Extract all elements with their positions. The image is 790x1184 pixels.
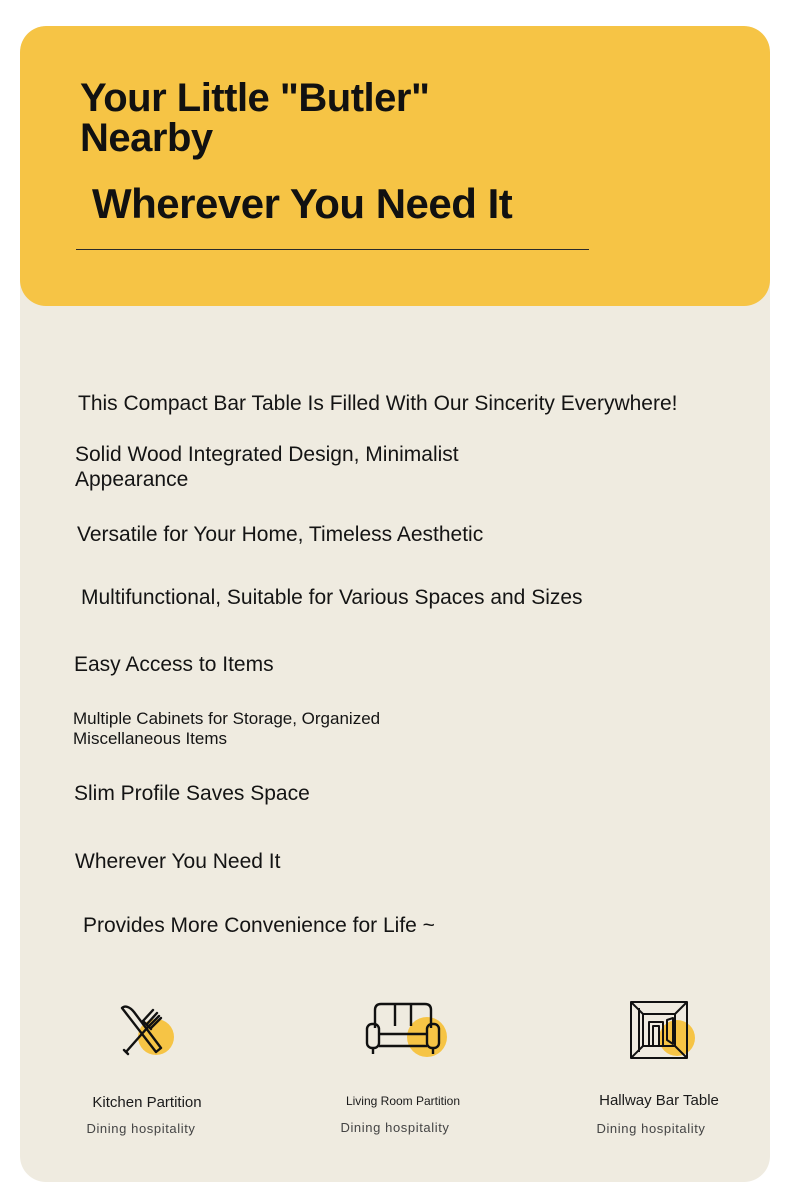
feature-line-design: Solid Wood Integrated Design, Minimalist Appearance bbox=[75, 443, 459, 491]
feature-line-multifunctional: Multifunctional, Suitable for Various Spaces and Sizes bbox=[81, 586, 583, 609]
feature-line-versatile: Versatile for Your Home, Timeless Aesthetic bbox=[77, 523, 484, 546]
closing-line: Provides More Convenience for Life ~ bbox=[83, 914, 435, 937]
feature-subtitle: Dining hospitality bbox=[86, 1121, 196, 1136]
kitchen-utensils-icon bbox=[112, 1000, 182, 1060]
content-card bbox=[20, 26, 770, 1182]
sofa-icon bbox=[353, 1000, 453, 1060]
intro-line: This Compact Bar Table Is Filled With Our Sincerity Everywhere! bbox=[78, 392, 678, 415]
feature-living-room bbox=[328, 1000, 478, 1135]
feature-line-storage: Multiple Cabinets for Storage, Organized Miscellaneous Items bbox=[73, 709, 381, 748]
feature-hallway bbox=[584, 1000, 734, 1136]
headline-title: Your Little "Butler" Nearby bbox=[80, 76, 430, 160]
hallway-doorway-icon bbox=[619, 1000, 699, 1062]
feature-kitchen bbox=[72, 1000, 222, 1136]
feature-line-wherever: Wherever You Need It bbox=[75, 850, 281, 873]
feature-subtitle: Dining hospitality bbox=[340, 1120, 450, 1135]
feature-line-slim: Slim Profile Saves Space bbox=[74, 782, 310, 805]
feature-title: Living Room Partition bbox=[345, 1094, 461, 1108]
header-banner bbox=[20, 26, 770, 306]
headline-subtitle: Wherever You Need It bbox=[92, 180, 513, 227]
feature-line-access: Easy Access to Items bbox=[74, 653, 274, 676]
feature-subtitle: Dining hospitality bbox=[596, 1121, 706, 1136]
headline-underline bbox=[76, 249, 589, 250]
feature-title: Kitchen Partition bbox=[92, 1094, 202, 1111]
feature-title: Hallway Bar Table bbox=[599, 1092, 719, 1109]
